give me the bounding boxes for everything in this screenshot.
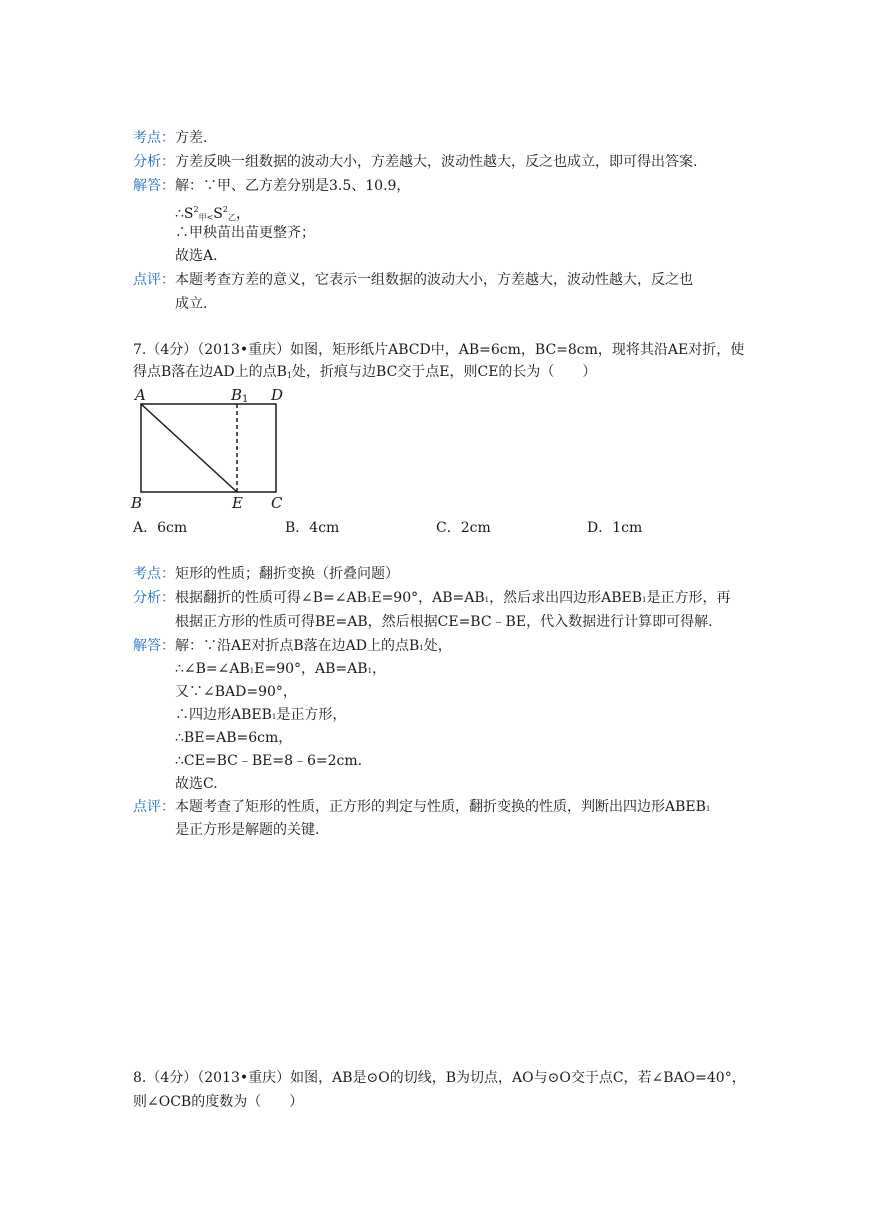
option-b: B．4cm bbox=[285, 520, 340, 536]
dianping-label: 点评： bbox=[133, 272, 175, 288]
q7-kaodian-line: 考点：矩形的性质；翻折变换（折叠问题） bbox=[133, 566, 399, 582]
label-a: A bbox=[135, 386, 146, 404]
jieda-label: 解答： bbox=[133, 178, 175, 194]
q7-dianping-line-2: 是正方形是解题的关键. bbox=[175, 822, 320, 838]
q6-jieda-line bbox=[133, 176, 410, 196]
q7-jieda-line-2: ∴∠B=∠AB1E=90°，AB=AB1， bbox=[175, 661, 387, 677]
q7-stem-line-1: 7.（4分）（2013•重庆）如图，矩形纸片ABCD中，AB=6cm，BC=8cm，现将其沿AE对折，使 bbox=[133, 342, 745, 358]
q7-jieda-line-6: ∴CE=BC﹣BE=8﹣6=2cm. bbox=[175, 753, 363, 769]
q7-rectangle-figure bbox=[126, 384, 296, 514]
q6-kaodian-line bbox=[133, 128, 207, 148]
q7-jieda-line-7: 故选C. bbox=[175, 776, 218, 792]
option-c: C．2cm bbox=[436, 520, 491, 536]
q6-jieda-line-3: ∴甲秧苗出苗更整齐； bbox=[175, 225, 315, 241]
jieda-text: 解：∵甲、乙方差分别是3.5、10.9， bbox=[175, 178, 411, 194]
q7-fenxi-line-2: 根据正方形的性质可得BE=AB，然后根据CE=BC﹣BE，代入数据进行计算即可得解. bbox=[175, 614, 713, 630]
option-a: A．6cm bbox=[133, 520, 188, 536]
kaodian-label: 考点： bbox=[133, 130, 175, 146]
q7-dianping-line: 点评：本题考查了矩形的性质，正方形的判定与性质，翻折变换的性质，判断出四边形ABEB1 bbox=[133, 799, 711, 815]
label-b1: B1 bbox=[231, 386, 249, 405]
q6-jieda-line-2: $\therefore S^2_{甲<}S^2_乙$， bbox=[175, 205, 250, 222]
label-d: D bbox=[271, 386, 284, 404]
q7-jieda-line-5: ∴BE=AB=6cm， bbox=[175, 730, 293, 746]
q7-jieda-line: 解答：解：∵沿AE对折点B落在边AD上的点B1处， bbox=[133, 638, 452, 654]
fold-line-ae bbox=[141, 404, 237, 492]
fenxi-text: 方差反映一组数据的波动大小，方差越大，波动性越大，反之也成立，即可得出答案. bbox=[175, 154, 698, 170]
rectangle-abcd bbox=[141, 404, 276, 492]
q7-jieda-line-3: 又∵∠BAD=90°， bbox=[175, 684, 297, 700]
q7-stem-line-2: 得点B落在边AD上的点$B_1$处，折痕与边BC交于点E，则CE的长为（ ） bbox=[133, 364, 597, 380]
kaodian-text: 方差. bbox=[175, 130, 208, 146]
q7-fenxi-line: 分析：根据翻折的性质可得∠B=∠AB1E=90°，AB=AB1，然后求出四边形ABEB1是正方形，再 bbox=[133, 590, 731, 606]
option-d: D．1cm bbox=[587, 520, 643, 536]
q8-stem-line-2: 则∠OCB的度数为（ ） bbox=[133, 1094, 304, 1110]
q6-dianping-line-2: 成立. bbox=[175, 296, 208, 312]
q6-fenxi-line bbox=[133, 152, 697, 172]
q7-jieda-line-4: ∴四边形ABEB1是正方形， bbox=[175, 707, 347, 723]
q8-stem-line-1: 8.（4分）（2013•重庆）如图，AB是⊙O的切线，B为切点，AO与⊙O交于点C，若∠BAO=40°， bbox=[133, 1070, 746, 1086]
label-c: C bbox=[271, 494, 283, 512]
fenxi-label: 分析： bbox=[133, 154, 175, 170]
label-e: E bbox=[232, 494, 243, 512]
label-b: B bbox=[131, 494, 143, 512]
q6-jieda-line-4: 故选A. bbox=[175, 248, 218, 264]
q6-dianping-line: 点评：本题考查方差的意义，它表示一组数据的波动大小，方差越大，波动性越大，反之也 bbox=[133, 272, 693, 288]
